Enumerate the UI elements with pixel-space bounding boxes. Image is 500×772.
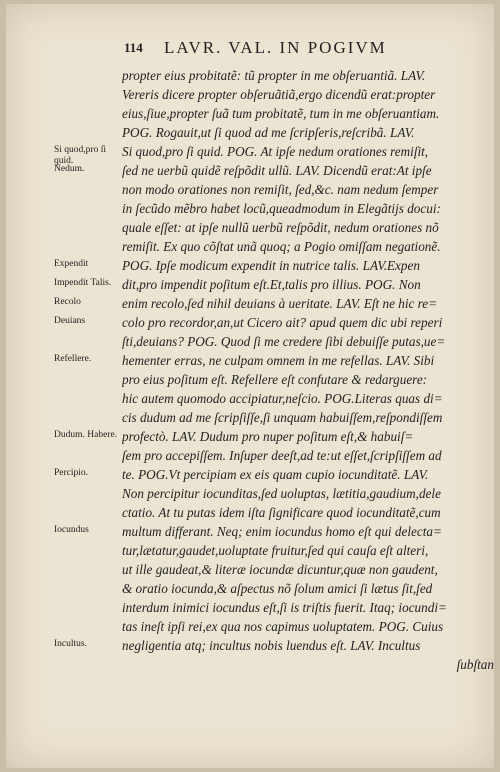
text-line: ſti,deuians? POG. Quod ſi me credere ſibi debuiſſe putas,ue= [122, 334, 446, 349]
book-page [6, 4, 494, 768]
text-line: eius,ſiue,propter ſuã tum probitatẽ, tum in me obſeruantiam. [122, 106, 440, 121]
margin-note: Si quod,pro ſi quid. [54, 145, 106, 166]
margin-note: Impendit Talis. [54, 278, 112, 288]
text-line: ctatio. At tu putas idem iſta ſignificare quod iocunditatẽ,cum [122, 505, 441, 520]
margin-note: Expendit [54, 259, 89, 269]
text-line: hementer erras, ne culpam omnem in me refellas. LAV. Sibi [122, 353, 435, 368]
text-line: Si quod,pro ſi quid. POG. At ipſe nedum orationes remiſit, [122, 144, 429, 159]
margin-note: Refellere. [54, 354, 92, 364]
text-line: enim recolo,ſed nihil deuians à ueritate. LAV. Eſt ne hic re= [122, 296, 438, 311]
text-line: tas ineſt ipſi rei,ex qua nos capimus uoluptatem. POG. Cuius [122, 619, 444, 634]
margin-note: Dudum. Habere. [54, 430, 118, 440]
page-number: 114 [124, 40, 143, 55]
page-header [124, 40, 494, 60]
text-line: dit,pro impendit poſitum eſt.Et,talis pro illius. POG. Non [122, 277, 421, 292]
text-line: multum differant. Neq; enim iocundus homo eſt qui delecta= [122, 524, 442, 539]
running-title: LAVR. VAL. IN POGIVM [164, 38, 387, 57]
text-line: tur,lætatur,gaudet,uoluptate fruitur,ſed qui cauſa eſt alteri, [122, 543, 429, 558]
margin-note: Nedum. [54, 164, 85, 174]
margin-note: Percipio. [54, 468, 89, 478]
text-line: quale eſſet: at ipſe nullũ uerbũ reſpõdit, nedum orationes nõ [122, 220, 439, 235]
text-line: POG. Rogauit,ut ſi quod ad me ſcripſeris,reſcribã. LAV. [122, 125, 415, 140]
text-line: profectò. LAV. Dudum pro nuper poſitum eſt,& habuiſ= [122, 429, 414, 444]
text-line: & oratio iocunda,& aſpectus nõ ſolum amici ſi lætus ſit,ſed [122, 581, 433, 596]
text-line: Non percipitur iocunditas,ſed uoluptas, lætitia,gaudium,dele [122, 486, 441, 501]
text-line: te. POG.Vt percipiam ex eis quam cupio iocunditatẽ. LAV. [122, 467, 429, 482]
text-line: non modo orationes non remiſit, ſed,&c. nam nedum ſemper [122, 182, 439, 197]
text-line: ut ille gaudeat,& literæ iocundæ dicuntur,quæ non gaudent, [122, 562, 438, 577]
text-line: Vereris dicere propter obſeruãtiã,ergo dicendũ erat:propter [122, 87, 436, 102]
body-text [122, 66, 494, 674]
text-line: in ſecũdo mẽbro habet locũ,queadmodum in Elegãtijs docui: [122, 201, 441, 216]
text-line: remiſit. Ex quo cõſtat unã quoq; a Pogio omiſſam negationẽ. [122, 239, 441, 254]
text-line: cis dudum ad me ſcripſiſſe,ſi unquam habuiſſem,reſpondiſſem [122, 410, 443, 425]
text-line: ſubſtan [456, 657, 494, 672]
margin-note: Recolo [54, 297, 81, 307]
text-line: hic autem quomodo accipiatur,neſcio. POG.Literas quas di= [122, 391, 443, 406]
text-line: ſed ne uerbũ quidẽ reſpõdit ullũ. LAV. Dicendũ erat:At ipſe [122, 163, 432, 178]
text-line: POG. Ipſe modicum expendit in nutrice talis. LAV.Expen [122, 258, 420, 273]
margin-note: Deuians [54, 316, 86, 326]
margin-note: Iocundus [54, 525, 89, 535]
text-line: ſem pro accepiſſem. Inſuper deeſt,ad te:ut eſſet,ſcripſiſſem ad [122, 448, 442, 463]
text-line: negligentia atq; incultus nobis luendus eſt. LAV. Incultus [122, 638, 421, 653]
margin-note: Incultus. [54, 639, 87, 649]
text-line: propter eius probitatẽ: tũ propter in me obſeruantiã. LAV. [122, 68, 426, 83]
text-line: colo pro recordor,an,ut Cicero ait? apud quem dic ubi reperi [122, 315, 443, 330]
text-line: interdum inimici iocundus eſt,ſi is triſtis fuerit. Itaq; iocundi= [122, 600, 447, 615]
text-line: pro eius poſitum eſt. Refellere eſt confutare & redarguere: [122, 372, 428, 387]
